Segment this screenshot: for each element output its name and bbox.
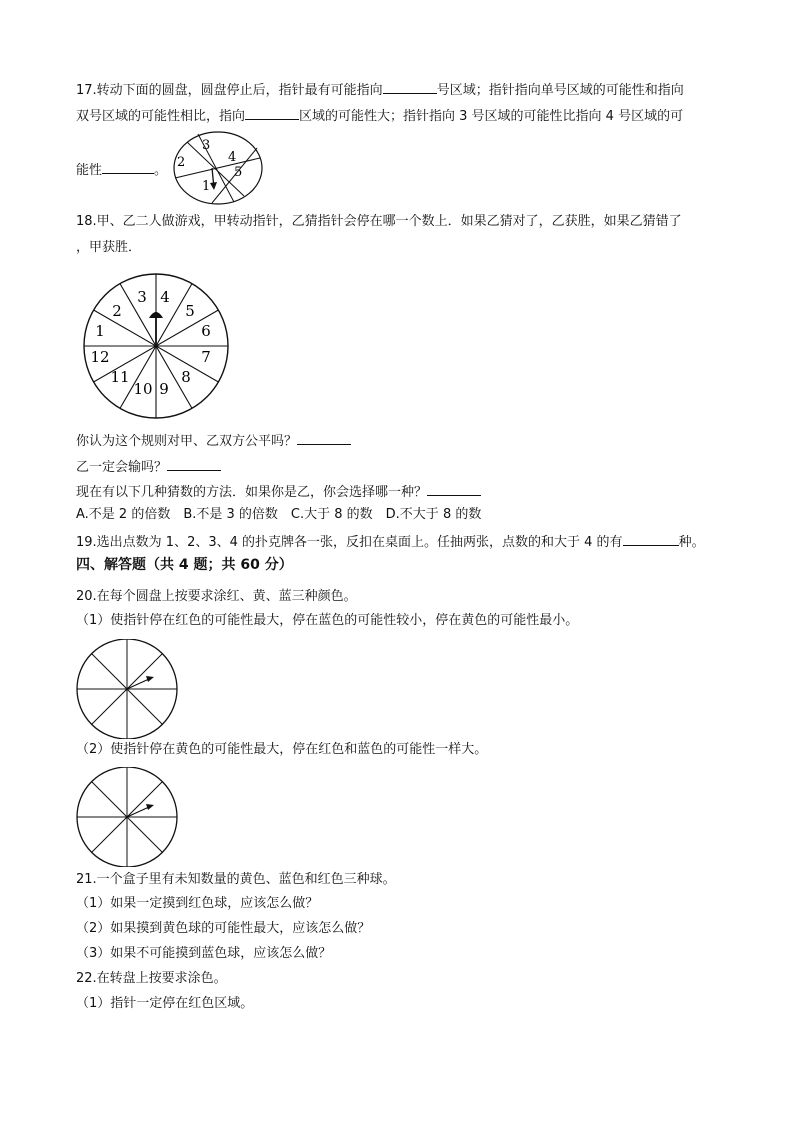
- q21-text: （1）如果一定摸到红色球，应该怎么做？: [76, 896, 319, 911]
- q18-question: 现在有以下几种猜数的方法．如果你是乙，你会选择哪一种？: [76, 485, 428, 500]
- q19-text: 种。: [678, 535, 705, 550]
- disc-label: 5: [185, 302, 195, 320]
- q17-text: 区域的可能性大；指针指向 3 号区域的可能性比指向 4 号区域的可: [299, 109, 684, 124]
- section-title-text: 四、解答题（共 4 题；共 60 分）: [76, 557, 293, 573]
- q21-text: （2）如果摸到黄色球的可能性最大，应该怎么做？: [76, 921, 371, 936]
- q19-text: 19.选出点数为 1、2、3、4 的扑克牌各一张，反扣在桌面上。任抽两张，点数的和大于 4 的有: [76, 535, 623, 550]
- disc-label: 12: [90, 348, 110, 366]
- q21-stem: [76, 871, 396, 889]
- disc-label: 2: [112, 302, 122, 320]
- q21-text: 21.一个盒子里有未知数量的黄色、蓝色和红色三种球。: [76, 872, 396, 887]
- disc-label: 1: [202, 179, 211, 194]
- answer-blank[interactable]: [167, 456, 221, 471]
- disc-label: 5: [234, 165, 243, 180]
- answer-blank[interactable]: [427, 481, 481, 496]
- q20-text: （1）使指针停在红色的可能性最大，停在蓝色的可能性较小，停在黄色的可能性最小。: [76, 613, 579, 628]
- disc-label: 4: [228, 150, 237, 165]
- disc-label: 8: [181, 368, 191, 386]
- disc-label: 7: [201, 348, 211, 366]
- q18-spinner-disc: [80, 270, 232, 422]
- answer-blank[interactable]: [383, 79, 437, 94]
- disc-label: 10: [133, 380, 153, 398]
- q18-ask3: [76, 481, 481, 502]
- q18-ask2: [76, 456, 221, 477]
- q20-text: （2）使指针停在黄色的可能性最大，停在红色和蓝色的可能性一样大。: [76, 742, 488, 757]
- q21-sub2: [76, 920, 370, 938]
- q20-stem: [76, 588, 357, 606]
- answer-blank[interactable]: [102, 159, 154, 174]
- disc-label: 1: [95, 322, 105, 340]
- q21-text: （3）如果不可能摸到蓝色球，应该怎么做？: [76, 946, 332, 961]
- q18-options: [76, 506, 481, 524]
- q18-line2: [76, 239, 141, 257]
- q17-line2: [76, 105, 683, 126]
- disc-label: 4: [160, 288, 170, 306]
- q18-line1: [76, 213, 682, 231]
- q17-text: 双号区域的可能性相比，指向: [76, 109, 246, 124]
- q20-sub2: [76, 741, 487, 759]
- q17-text: 能性: [76, 163, 103, 178]
- q17-line3: [76, 159, 167, 180]
- q22-sub1: [76, 995, 253, 1013]
- disc-label: 2: [177, 155, 186, 170]
- disc-label: 3: [137, 288, 147, 306]
- q20-sub1: [76, 612, 578, 630]
- q17-line1: [76, 79, 684, 100]
- q18-options-text: A.不是 2 的倍数 B.不是 3 的倍数 C.大于 8 的数 D.不大于 8 的数: [76, 507, 482, 522]
- q22-text: （1）指针一定停在红色区域。: [76, 996, 254, 1011]
- q20-spinner-2[interactable]: [74, 767, 180, 867]
- q21-sub1: [76, 895, 318, 913]
- q18-text: 18.甲、乙二人做游戏，甲转动指针，乙猜指针会停在哪一个数上．如果乙猜对了，乙获胜，如果乙猜错了: [76, 214, 682, 229]
- q17-text: 17.转动下面的圆盘，圆盘停止后，指针最有可能指向: [76, 83, 383, 98]
- q20-spinner-1[interactable]: [74, 639, 180, 739]
- q20-text: 20.在每个圆盘上按要求涂红、黄、蓝三种颜色。: [76, 589, 357, 604]
- disc-label: 9: [159, 380, 169, 398]
- section-title: [76, 556, 293, 574]
- q18-question: 你认为这个规则对甲、乙双方公平吗？: [76, 434, 298, 449]
- q19-line: [76, 531, 705, 552]
- q17-text: 。: [154, 163, 168, 178]
- disc-label: 6: [201, 322, 211, 340]
- q22-text: 22.在转盘上按要求涂色。: [76, 971, 227, 986]
- q18-ask1: [76, 430, 351, 451]
- disc-label: 11: [110, 368, 130, 386]
- answer-blank[interactable]: [245, 105, 299, 120]
- disc-label: 3: [202, 138, 211, 153]
- answer-blank[interactable]: [297, 430, 351, 445]
- q22-stem: [76, 970, 227, 988]
- answer-blank[interactable]: [623, 531, 679, 546]
- q21-sub3: [76, 945, 331, 963]
- q17-text: 号区域；指针指向单号区域的可能性和指向: [436, 83, 684, 98]
- q18-question: 乙一定会输吗？: [76, 460, 168, 475]
- q17-spinner-disc: [172, 130, 264, 206]
- q18-text: ，甲获胜．: [76, 240, 142, 255]
